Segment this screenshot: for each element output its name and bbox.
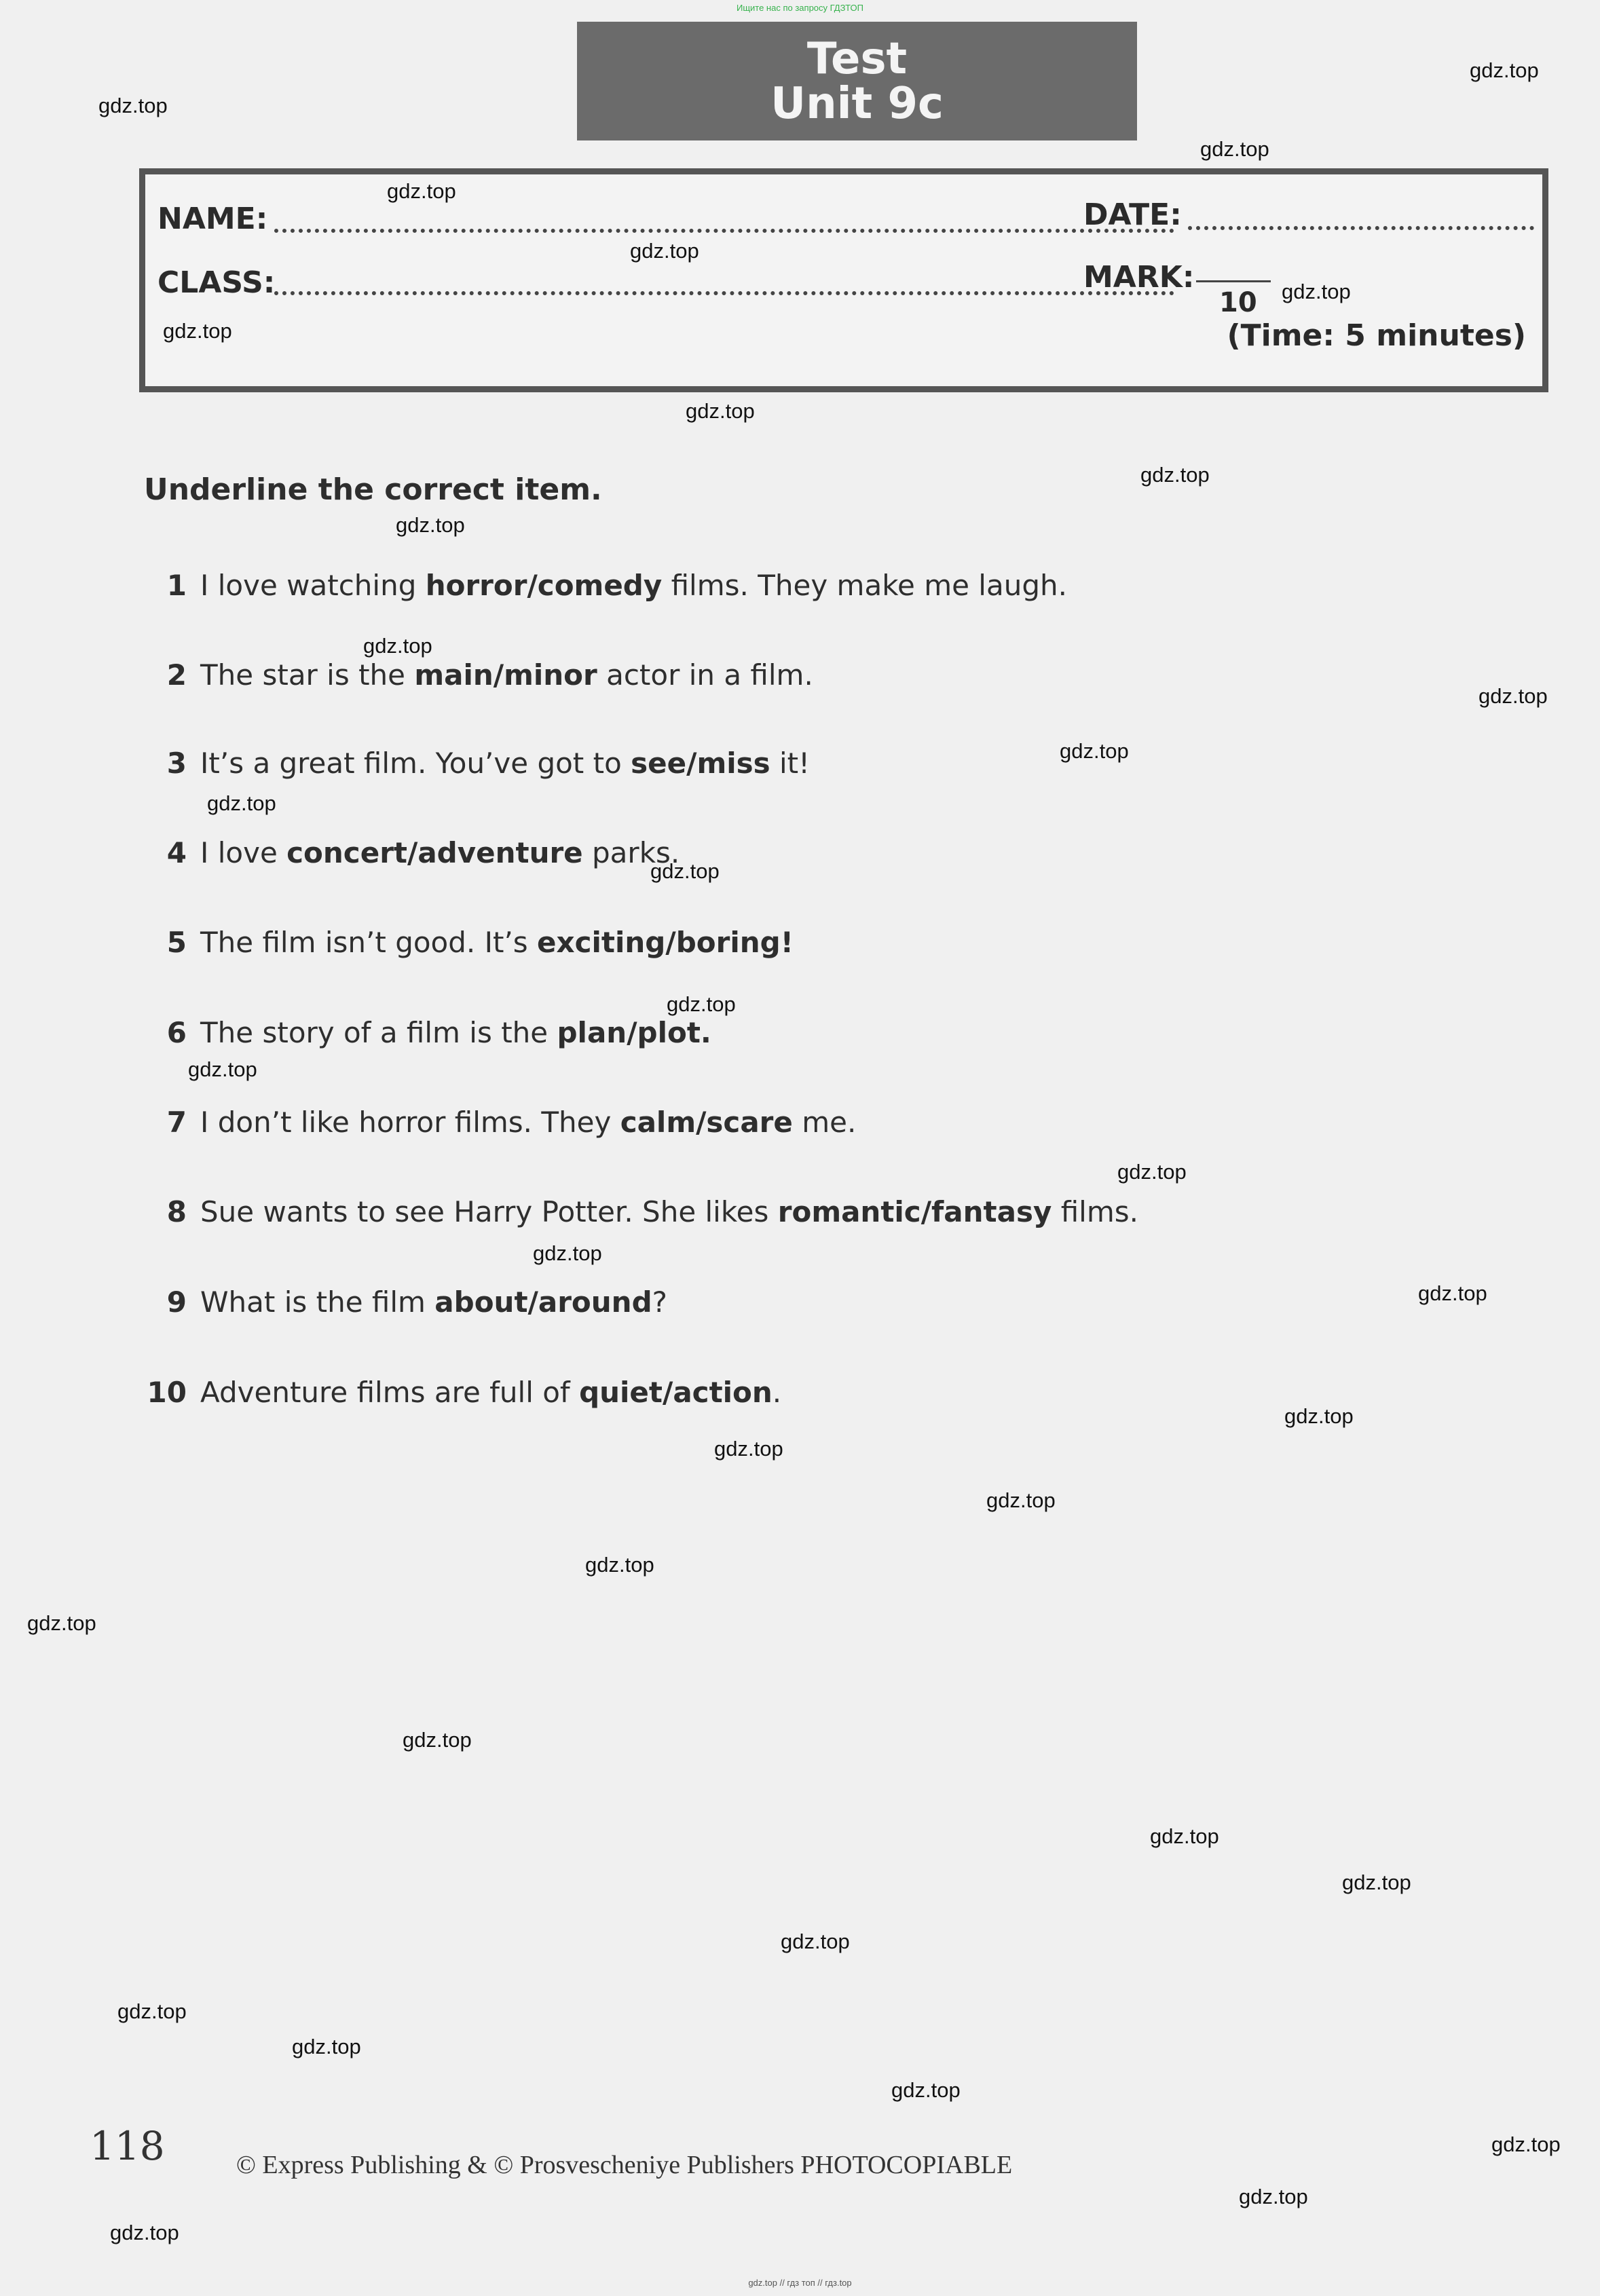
watermark-text: gdz.top	[292, 2035, 361, 2058]
watermark-text: gdz.top	[585, 1553, 654, 1577]
item-text-after: parks.	[582, 836, 680, 869]
item-text-after: it!	[770, 747, 810, 780]
mark-field[interactable]	[1196, 280, 1271, 282]
item-number: 10	[147, 1376, 187, 1409]
watermark-text: gdz.top	[986, 1488, 1056, 1512]
name-label: NAME:	[157, 202, 268, 236]
name-field[interactable]	[274, 229, 1174, 233]
watermark-text: gdz.top	[1284, 1404, 1354, 1428]
watermark-text: gdz.top	[1478, 684, 1548, 708]
item-text-after: ?	[652, 1285, 667, 1319]
watermark-text: gdz.top	[1282, 280, 1351, 303]
watermark-text: gdz.top	[403, 1728, 472, 1752]
item-text-after: films.	[1052, 1195, 1138, 1228]
item-choice[interactable]: about/around	[434, 1285, 652, 1319]
watermark-text: gdz.top	[396, 513, 465, 537]
item-choice[interactable]: quiet/action	[579, 1376, 773, 1409]
item-text-before: The story of a film is the	[200, 1016, 557, 1049]
item-choice[interactable]: romantic/fantasy	[777, 1195, 1052, 1228]
watermark-text: gdz.top	[667, 992, 736, 1016]
watermark-text: gdz.top	[117, 1999, 187, 2023]
test-title-box	[577, 22, 1137, 140]
watermark-text: gdz.top	[1470, 58, 1539, 82]
item-text-after: me.	[792, 1106, 857, 1139]
watermark-text: gdz.top	[533, 1241, 602, 1265]
item-text-before: Adventure films are full of	[200, 1376, 580, 1409]
watermark-text: gdz.top	[387, 179, 456, 203]
exercise-item	[139, 569, 1067, 602]
item-number: 1	[166, 569, 187, 602]
item-text-before: The star is the	[200, 658, 415, 692]
watermark-text: gdz.top	[163, 319, 232, 343]
watermark-text: gdz.top	[98, 94, 168, 117]
item-choice[interactable]: main/minor	[414, 658, 597, 692]
watermark-text: gdz.top	[188, 1057, 257, 1081]
item-text-before: I love	[200, 836, 287, 869]
watermark-text: gdz.top	[630, 239, 699, 263]
item-text-before: Sue wants to see Harry Potter. She likes	[200, 1195, 778, 1228]
watermark-text: gdz.top	[714, 1437, 783, 1461]
mark-label: MARK:	[1083, 260, 1195, 295]
exercise-item	[139, 1376, 781, 1409]
copyright-footer: © Express Publishing & © Prosvescheniye Publishers PHOTOCOPIABLE	[236, 2151, 1013, 2179]
top-banner[interactable]: Ищите нас по запросу ГДЗТОП	[736, 3, 863, 13]
watermark-text: gdz.top	[891, 2078, 961, 2102]
page-number: 118	[90, 2123, 165, 2169]
mark-denominator: 10	[1219, 287, 1257, 318]
watermark-text: gdz.top	[650, 859, 720, 883]
title-line-2: Unit 9c	[770, 79, 944, 129]
watermark-text: gdz.top	[1140, 463, 1210, 487]
item-text-before: I don’t like horror films. They	[200, 1106, 620, 1139]
watermark-text: gdz.top	[1491, 2132, 1561, 2156]
item-choice[interactable]: plan/plot.	[557, 1016, 711, 1049]
item-text-before: It’s a great film. You’ve got to	[200, 747, 631, 780]
exercise-item	[139, 747, 810, 780]
item-choice[interactable]: calm/scare	[620, 1106, 793, 1139]
watermark-text: gdz.top	[1060, 739, 1129, 763]
item-choice[interactable]: concert/adventure	[286, 836, 583, 869]
item-text-after: actor in a film.	[597, 658, 813, 692]
class-label: CLASS:	[157, 265, 276, 300]
watermark-text: gdz.top	[110, 2221, 179, 2244]
item-number: 9	[166, 1285, 187, 1319]
exercise-item	[139, 658, 813, 692]
item-number: 4	[166, 836, 187, 869]
item-text-before: I love watching	[200, 569, 426, 602]
bottom-banner[interactable]: gdz.top // гдз топ // гдз.top	[748, 2278, 852, 2288]
watermark-text: gdz.top	[207, 791, 276, 815]
watermark-text: gdz.top	[686, 399, 755, 423]
exercise-item	[139, 836, 680, 869]
title-line-1: Test	[806, 34, 908, 84]
exercise-item	[139, 1285, 667, 1319]
item-text-before: What is the film	[200, 1285, 435, 1319]
watermark-text: gdz.top	[1117, 1160, 1187, 1184]
watermark-text: gdz.top	[363, 634, 432, 658]
exercise-item	[139, 926, 794, 959]
watermark-text: gdz.top	[1418, 1281, 1487, 1305]
date-field[interactable]	[1188, 226, 1534, 230]
item-text-after: .	[772, 1376, 782, 1409]
date-label: DATE:	[1083, 197, 1182, 232]
item-choice[interactable]: exciting/boring!	[537, 926, 794, 959]
item-choice[interactable]: see/miss	[631, 747, 770, 780]
item-number: 2	[166, 658, 187, 692]
time-note: (Time: 5 minutes)	[1227, 318, 1526, 353]
watermark-text: gdz.top	[1200, 137, 1269, 161]
instruction: Underline the correct item.	[144, 472, 602, 507]
watermark-text: gdz.top	[27, 1611, 96, 1635]
watermark-text: gdz.top	[1150, 1824, 1219, 1848]
watermark-text: gdz.top	[781, 1930, 850, 1953]
item-text-after: films. They make me laugh.	[662, 569, 1067, 602]
item-number: 3	[166, 747, 187, 780]
item-number: 6	[166, 1016, 187, 1049]
item-number: 8	[166, 1195, 187, 1228]
exercise-item	[139, 1195, 1138, 1228]
exercise-item	[139, 1016, 711, 1049]
exercise-item	[139, 1106, 856, 1139]
watermark-text: gdz.top	[1239, 2185, 1308, 2208]
class-field[interactable]	[274, 291, 1174, 295]
item-text-before: The film isn’t good. It’s	[200, 926, 538, 959]
item-number: 7	[166, 1106, 187, 1139]
item-number: 5	[166, 926, 187, 959]
watermark-text: gdz.top	[1342, 1870, 1411, 1894]
item-choice[interactable]: horror/comedy	[425, 569, 663, 602]
